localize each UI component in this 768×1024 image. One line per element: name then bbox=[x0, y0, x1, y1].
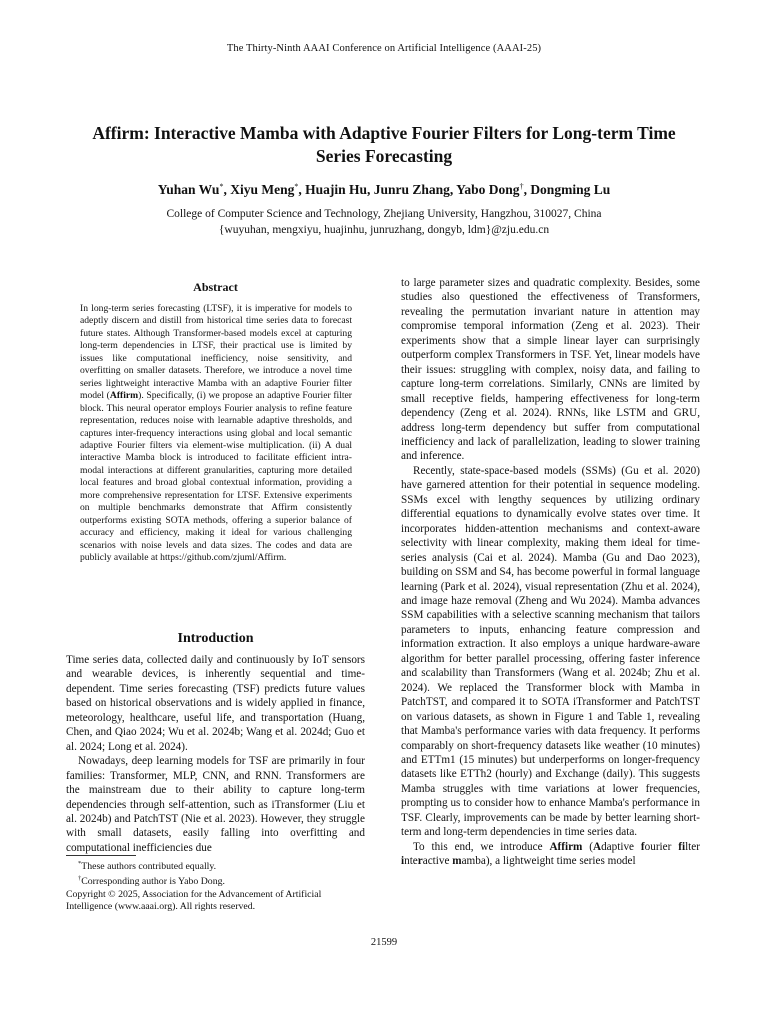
paragraph-part: ( bbox=[582, 840, 593, 853]
affiliation: College of Computer Science and Technology, Zhejiang University, Hangzhou, 310027, China bbox=[166, 208, 602, 220]
author-mark: * bbox=[294, 182, 299, 191]
page-number: 21599 bbox=[370, 937, 398, 948]
conference-header: The Thirty-Ninth AAAI Conference on Artificial Intelligence (AAAI-25) bbox=[226, 43, 542, 54]
author-list: Yuhan Wu*, Xiyu Meng*, Huajin Hu, Junru Zhang, Yabo Dong†, Dongming Lu bbox=[157, 182, 611, 197]
author-name: Dongming Lu bbox=[530, 182, 611, 197]
abstract-text-part: In long-term series forecasting (LTSF), it is imperative for models to adeptly discern and distill from historical time series data to forecast future states. Although Transformer-based models excel at capturing long-term dependencies in LTSF, their practical use is limited by issues like computational inefficiency, noise sensitivity, and overfitting on smaller datasets. Therefore, we introduce a novel time series lightweight interactive Mamba with an adaptive Fourier filter model ( bbox=[80, 303, 352, 402]
acronym-rest: nte bbox=[404, 855, 418, 868]
acronym-letter: i bbox=[401, 855, 405, 868]
model-name: Affirm bbox=[109, 390, 139, 402]
footnote bbox=[66, 858, 365, 873]
footnote bbox=[66, 873, 365, 888]
acronym-letter: A bbox=[592, 840, 602, 853]
abstract-heading: Abstract bbox=[193, 280, 238, 294]
paragraph: to large parameter sizes and quadratic complexity. Besides, some studies also questioned the effectiveness of Transformers, revealing the permutation invariant nature in attention may compromise temporal information (Zeng et al. 2023). Their experiments show that a simple linear layer can surprisingly outperform complex Transformers in TSF. Yet, linear models have their issues: struggling with complex, noisy data, and failing to capture long-term correlations. Similarly, CNNs are limited by small receptive fields, hampering effectiveness for long-term dependency (Zeng et al. 2024). RNNs, like LSTM and GRU, address long-term dependency but suffer from computational inefficiency and lack of parallelization, leading to slower training and inference. bbox=[401, 277, 700, 463]
acronym-letter: r bbox=[417, 855, 423, 868]
author-name: Junru Zhang bbox=[373, 182, 450, 197]
author-mark: * bbox=[219, 182, 224, 191]
acronym-rest: lter bbox=[685, 840, 700, 853]
abstract-text-part: ). Specifically, (i) we propose an adaptive Fourier filter block. This neural operator employs Fourier analysis to refine feature representation, reduces noise with learnable adaptive thresholds, and captures inter-frequency interactions using global and local semantic adaptive Fourier filters via element-wise multiplication. (ii) A dual interactive Mamba block is introduced to facilitate efficient intra-modal interactions at different granularities, capturing more detailed local features and broad global contextual information, providing a more comprehensive representation for LTSF. Extensive experiments on multiple benchmarks demonstrate that Affirm consistently outperforms existing SOTA methods, offering a superior balance of accuracy and efficiency, making it ideal for various challenging scenarios with noise levels and data sizes. The codes and data are publicly available at https://github.com/zjuml/Affirm. bbox=[80, 390, 352, 564]
abstract-text bbox=[80, 303, 352, 565]
paragraph: Recently, state-space-based models (SSMs) (Gu et al. 2020) have garnered attention for their potential in sequence modeling. SSMs excel with lengthy sequences by utilizing ordinary differential equations to dynamically evolve states over time. It incorporates hidden-attention mechanisms and context-aware selectivity with linear complexity, making them ideal for time-series analysis (Cai et al. 2024). Mamba (Gu and Dao 2023), building on SSM and S4, has become powerful in formal language learning (Park et al. 2024), visual representation (Zhu et al. 2024), and image haze removal (Zheng and Wu 2024). Mamba advances SSM capabilities with a selective scanning mechanism that tailors parameters to inputs, enhancing feature compression and information extraction. It also employs a unique hardware-aware algorithm for better parallel processing, offering faster inference and scalability than Transformers (Wang et al. 2024b; Zhu et al. 2024). We replaced the Transformer block with Mamba in PatchTST, and compared it to SOTA iTransformer and PatchTST on various datasets, as shown in Figure 1 and Table 1, revealing that Mamba's performance varies with data frequency. It performs comparably on short-frequency datasets like weather (10 minutes) and ETTm1 (15 minutes) but underperforms on longer-frequency datasets like ETTh2 (hourly) and Exchange (daily). This suggests Mamba struggles with time variations at lower frequencies, prompting us to consider how to enhance Mamba's performance in TSF. Clearly, improvements can be made by better learning short-term and long-term dependencies in time series data. bbox=[401, 464, 700, 839]
footnote-text: Corresponding author is Yabo Dong. bbox=[81, 876, 225, 888]
model-name: Affirm bbox=[549, 840, 583, 853]
acronym-rest: amba bbox=[461, 855, 486, 868]
paper-title: Affirm: Interactive Mamba with Adaptive Fourier Filters for Long-term Time Series Forecasting bbox=[92, 123, 676, 166]
footnote-mark: † bbox=[78, 875, 82, 883]
acronym-rest: active bbox=[422, 855, 453, 868]
acronym-rest: daptive bbox=[601, 840, 641, 853]
footnote-mark: * bbox=[78, 860, 82, 867]
paragraph bbox=[401, 840, 700, 869]
acronym-letter: f bbox=[640, 840, 645, 853]
copyright-notice: Copyright © 2025, Association for the Advancement of Artificial Intelligence (www.aaai.org). All rights reserved. bbox=[66, 888, 322, 912]
acronym-rest: ourier bbox=[644, 840, 672, 853]
right-column-body bbox=[401, 276, 700, 869]
author-name: Yuhan Wu bbox=[157, 182, 220, 197]
author-emails: {wuyuhan, mengxiyu, huajinhu, junruzhang, dongyb, ldm}@zju.edu.cn bbox=[218, 223, 550, 236]
author-name: Yabo Dong bbox=[456, 182, 520, 197]
affiliation-block bbox=[0, 207, 768, 238]
author-name: Xiyu Meng bbox=[230, 182, 295, 197]
footnote-text: These authors contributed equally. bbox=[81, 861, 217, 872]
acronym-letter: m bbox=[452, 855, 462, 868]
footnote-divider bbox=[66, 855, 136, 856]
paragraph: Time series data, collected daily and continuously by IoT sensors and wearable devices, is inherently sequential and time-dependent. Time series forecasting (TSF) predicts future values based on historical observations and is widely applied in finance, meteorology, healthcare, useful life, and transportation (Huang, Chen, and Qiao 2024; Wu et al. 2024b; Wang et al. 2024d; Guo et al. 2024; Long et al. 2024). bbox=[66, 654, 365, 753]
footnotes bbox=[66, 858, 365, 913]
paragraph-part: ), a lightweight time series model bbox=[485, 855, 636, 868]
author-name: Huajin Hu bbox=[305, 182, 367, 197]
paragraph: Nowadays, deep learning models for TSF are primarily in four families: Transformer, MLP, CNN, and RNN. Transformers are the mainstream due to their ability to capture long-term dependencies through self-attention, such as iTransformer (Liu et al. 2024b) and PatchTST (Nie et al. 2023). However, they struggle with small datasets, easily falling into overfitting and computational inefficiencies due bbox=[66, 755, 365, 854]
acronym-letter: fi bbox=[678, 840, 686, 853]
introduction-body bbox=[66, 653, 365, 855]
paragraph-part: To this end, we introduce bbox=[413, 840, 550, 853]
author-mark: † bbox=[519, 182, 524, 191]
section-heading-introduction: Introduction bbox=[177, 631, 254, 646]
